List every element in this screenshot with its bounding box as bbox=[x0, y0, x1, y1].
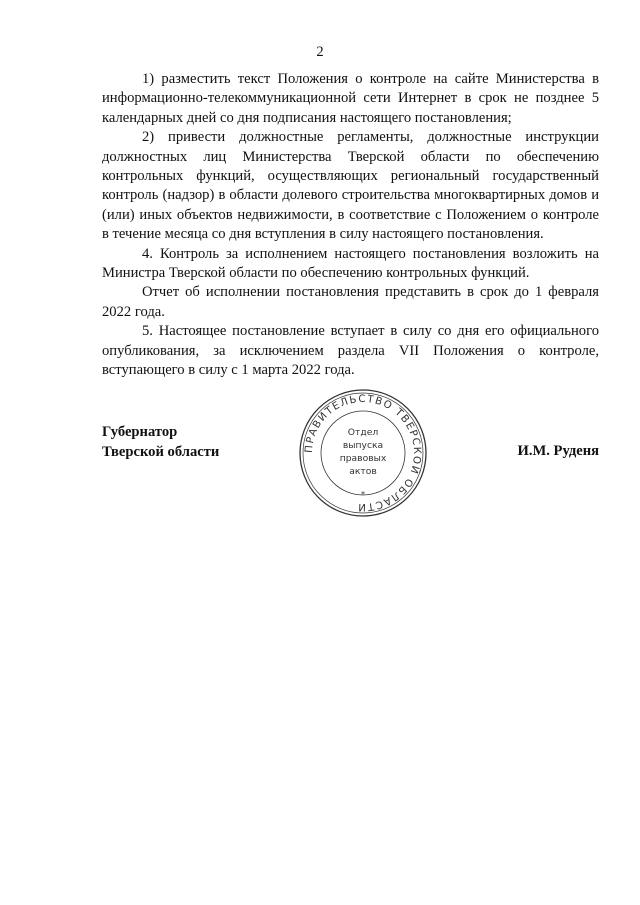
stamp-center-line-1: Отдел bbox=[347, 427, 379, 438]
stamp-center-line-4: актов bbox=[349, 466, 377, 477]
paragraph-control: 4. Контроль за исполнением настоящего постановления возложить на Министра Тверской области по обеспечению контрольных функций. bbox=[102, 245, 599, 282]
stamp-center-line-2: выпуска bbox=[342, 440, 384, 451]
document-body bbox=[102, 70, 599, 381]
signatory-name: И.М. Руденя bbox=[517, 443, 599, 459]
paragraph-regulations: 2) привести должностные регламенты, должностные инструкции должностных лиц Министерства Тверской области по обеспечению контрольных функций, осуществляющих региональный государственный контроль (надзор) в области долевого строительства многоквартирных домов и (или) иных объектов недвижимости, в соответствие с Положением о контроле в течение месяца со дня вступления в силу настоящего постановления. bbox=[102, 129, 599, 243]
signatory-position: Губернатор bbox=[102, 424, 178, 440]
paragraph-effective-date: 5. Настоящее постановление вступает в силу со дня его официального опубликования, за исключением раздела VII Положения о контроле, вступающего в силу с 1 марта 2022 года. bbox=[102, 323, 599, 379]
page-number: 2 bbox=[316, 44, 324, 60]
signatory-region: Тверской области bbox=[102, 444, 220, 460]
paragraph-publish-text: 1) разместить текст Положения о контроле на сайте Министерства в информационно-телекоммуникационной сети Интернет в срок не позднее 5 календарных дней со дня подписания настоящего постановления; bbox=[102, 71, 599, 126]
official-stamp bbox=[298, 388, 428, 518]
stamp-center-line-3: правовых bbox=[339, 453, 387, 464]
stamp-star-icon: * bbox=[361, 490, 365, 499]
signatory-title bbox=[102, 422, 219, 462]
stamp-ring-text: ПРАВИТЕЛЬСТВО ТВЕРСКОЙ ОБЛАСТИ bbox=[303, 393, 423, 513]
paragraph-report: Отчет об исполнении постановления представить в срок до 1 февраля 2022 года. bbox=[102, 284, 599, 320]
